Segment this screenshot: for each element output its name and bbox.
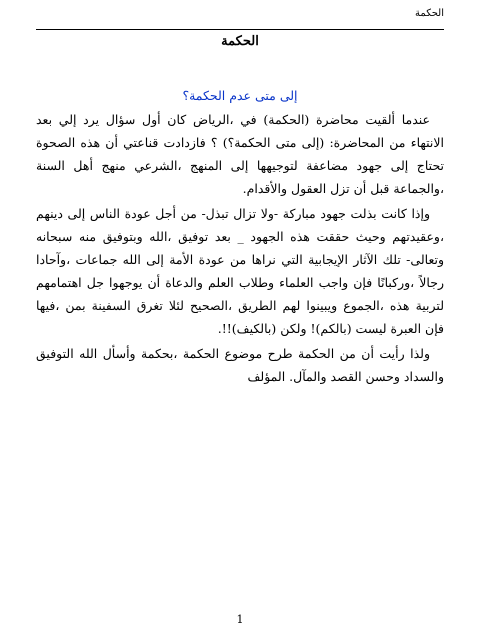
page-number: 1 [236, 613, 244, 626]
header-rule [36, 29, 444, 30]
paragraph: ولذا رأيت أن من الحكمة طرح موضوع الحكمة ،بحكمة وأسأل الله التوفيق والسداد وحسن القصد والمآل. المؤلف [36, 346, 444, 384]
section-heading: إلى متى عدم الحكمة؟ [182, 88, 298, 103]
page-title: الحكمة [221, 34, 259, 49]
paragraph: عندما ألقيت محاضرة (الحكمة) في ،الرياض كان أول سؤال يرد إلي بعد الانتهاء من المحاضرة: (إلى متى الحكمة؟) ؟ فازدادت قناعتي أن هذه الصحوة تحتاج إلى جهود مضاعفة لتوجيهها إلى المنهج ،الشرعي منهج أهل السنة ،والجماعة قبل أن تزل العقول والأقدام. [36, 112, 444, 196]
body-text [36, 108, 444, 390]
paragraph: وإذا كانت بذلت جهود مباركة -ولا تزال تبذل- من أجل عودة الناس إلى دينهم ،وعقيدتهم وحيث حققت هذه الجهود _ بعد توفيق ،الله وبتوفيق منه سبحانه وتعالى- تلك الآثار الإيجابية التي نراها من عودة الأمة إلى الله جماعات ،وآحادا رجالاً ،وركبانًا فإن واجب العلماء وطلاب العلم والدعاة أن يوجهوا جل اهتمامهم لتربية هذه ،الجموع ويبينوا لهم الطريق ،الصحيح لئلا تغرق السفينة بمن ،فيها فإن العبرة ليست (بالكم)! ولكن (بالكيف)!!. [36, 206, 444, 336]
running-header: الحكمة [415, 8, 444, 19]
